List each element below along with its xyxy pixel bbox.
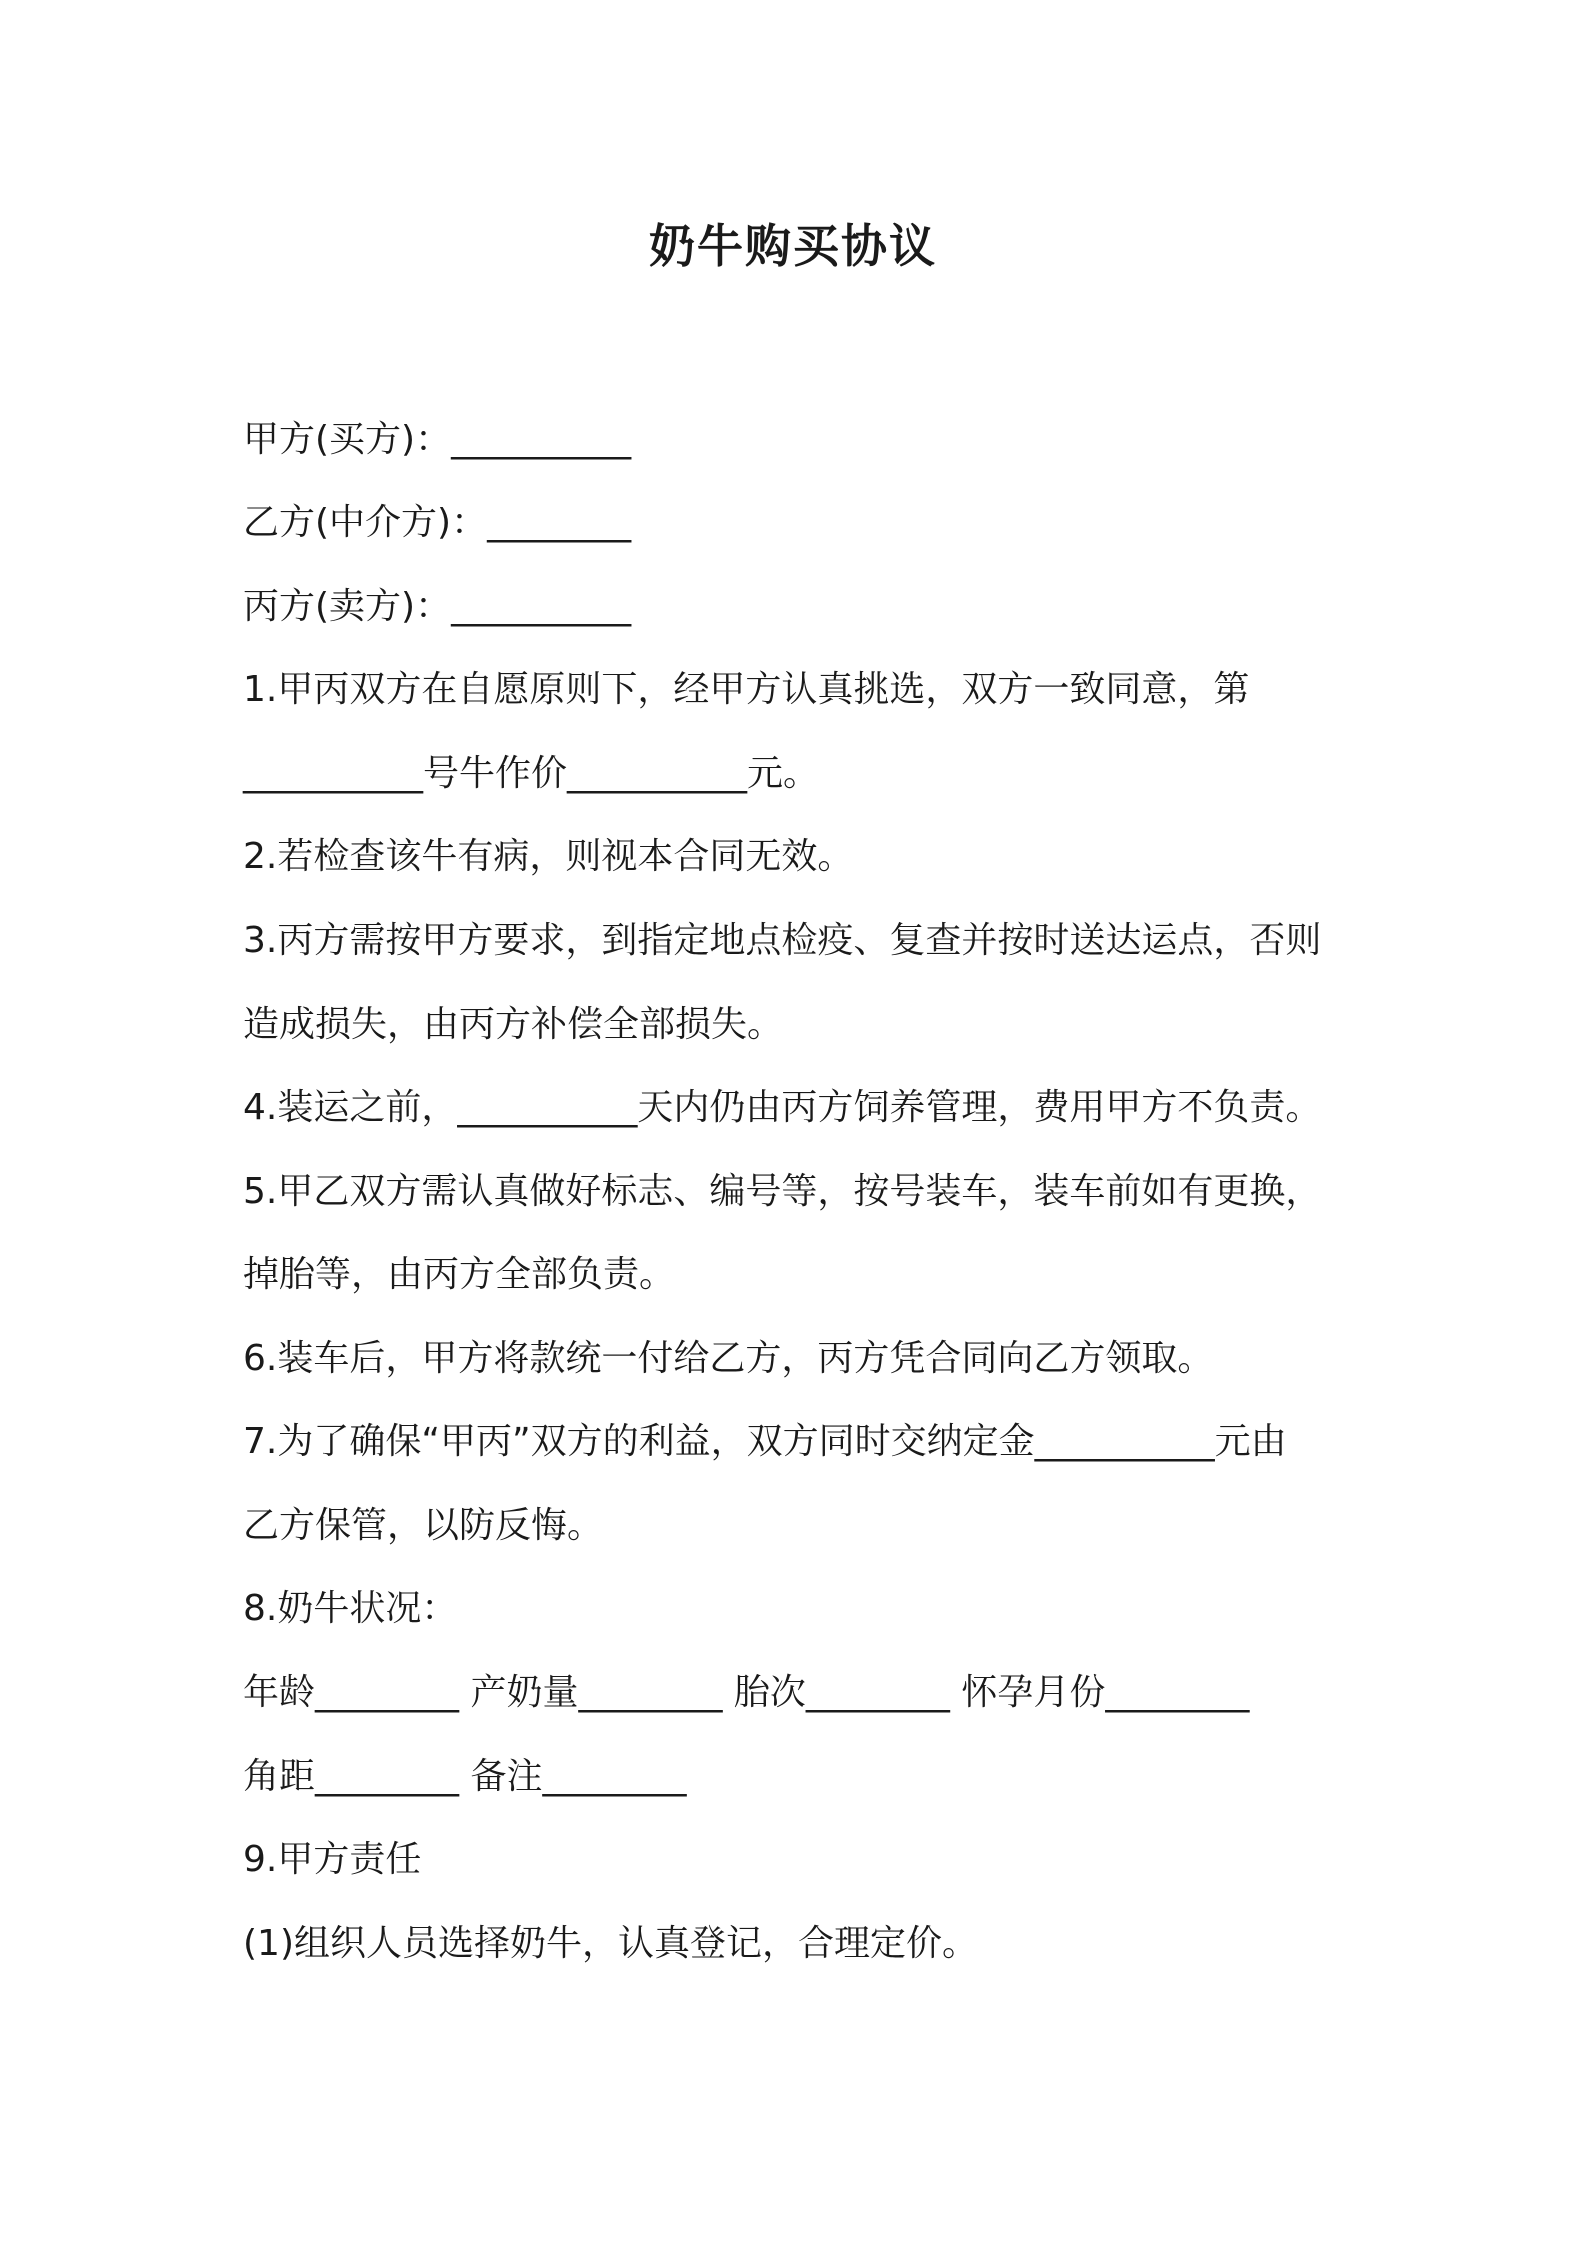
clause-4-line: 4.装运之前，__________天内仍由丙方饲养管理，费用甲方不负责。	[243, 1087, 1322, 1128]
clause-1-line-1: 1.甲丙双方在自愿原则下，经甲方认真挑选，双方一致同意，第	[243, 669, 1250, 710]
party-a-line: 甲方(买方)：__________	[243, 419, 632, 460]
cow-status-line-2: 角距________ 备注________	[243, 1756, 687, 1797]
party-b-line: 乙方(中介方)：________	[243, 502, 632, 543]
clause-1-line-2: __________号牛作价__________元。	[243, 753, 820, 794]
clause-7-line-1: 7.为了确保“甲丙”双方的利益，双方同时交纳定金__________元由	[243, 1421, 1287, 1462]
clause-9-item-1: (1)组织人员选择奶牛，认真登记，合理定价。	[243, 1923, 978, 1964]
clause-9-heading: 9.甲方责任	[243, 1839, 422, 1880]
clause-2-line: 2.若检查该牛有病，则视本合同无效。	[243, 836, 854, 877]
clause-5-line-2: 掉胎等，由丙方全部负责。	[243, 1254, 676, 1295]
cow-status-line-1: 年龄________ 产奶量________ 胎次________ 怀孕月份________	[243, 1672, 1250, 1713]
clause-8-heading: 8.奶牛状况：	[243, 1588, 458, 1629]
clause-7-line-2: 乙方保管，以防反悔。	[243, 1505, 604, 1546]
clause-3-line-1: 3.丙方需按甲方要求，到指定地点检疫、复查并按时送达运点，否则	[243, 920, 1322, 961]
document-title: 奶牛购买协议	[649, 219, 937, 273]
party-c-line: 丙方(卖方)：__________	[243, 586, 632, 627]
clause-6-line: 6.装车后，甲方将款统一付给乙方，丙方凭合同向乙方领取。	[243, 1338, 1214, 1379]
clause-3-line-2: 造成损失，由丙方补偿全部损失。	[243, 1004, 784, 1045]
clause-5-line-1: 5.甲乙双方需认真做好标志、编号等，按号装车，装车前如有更换，	[243, 1171, 1322, 1212]
